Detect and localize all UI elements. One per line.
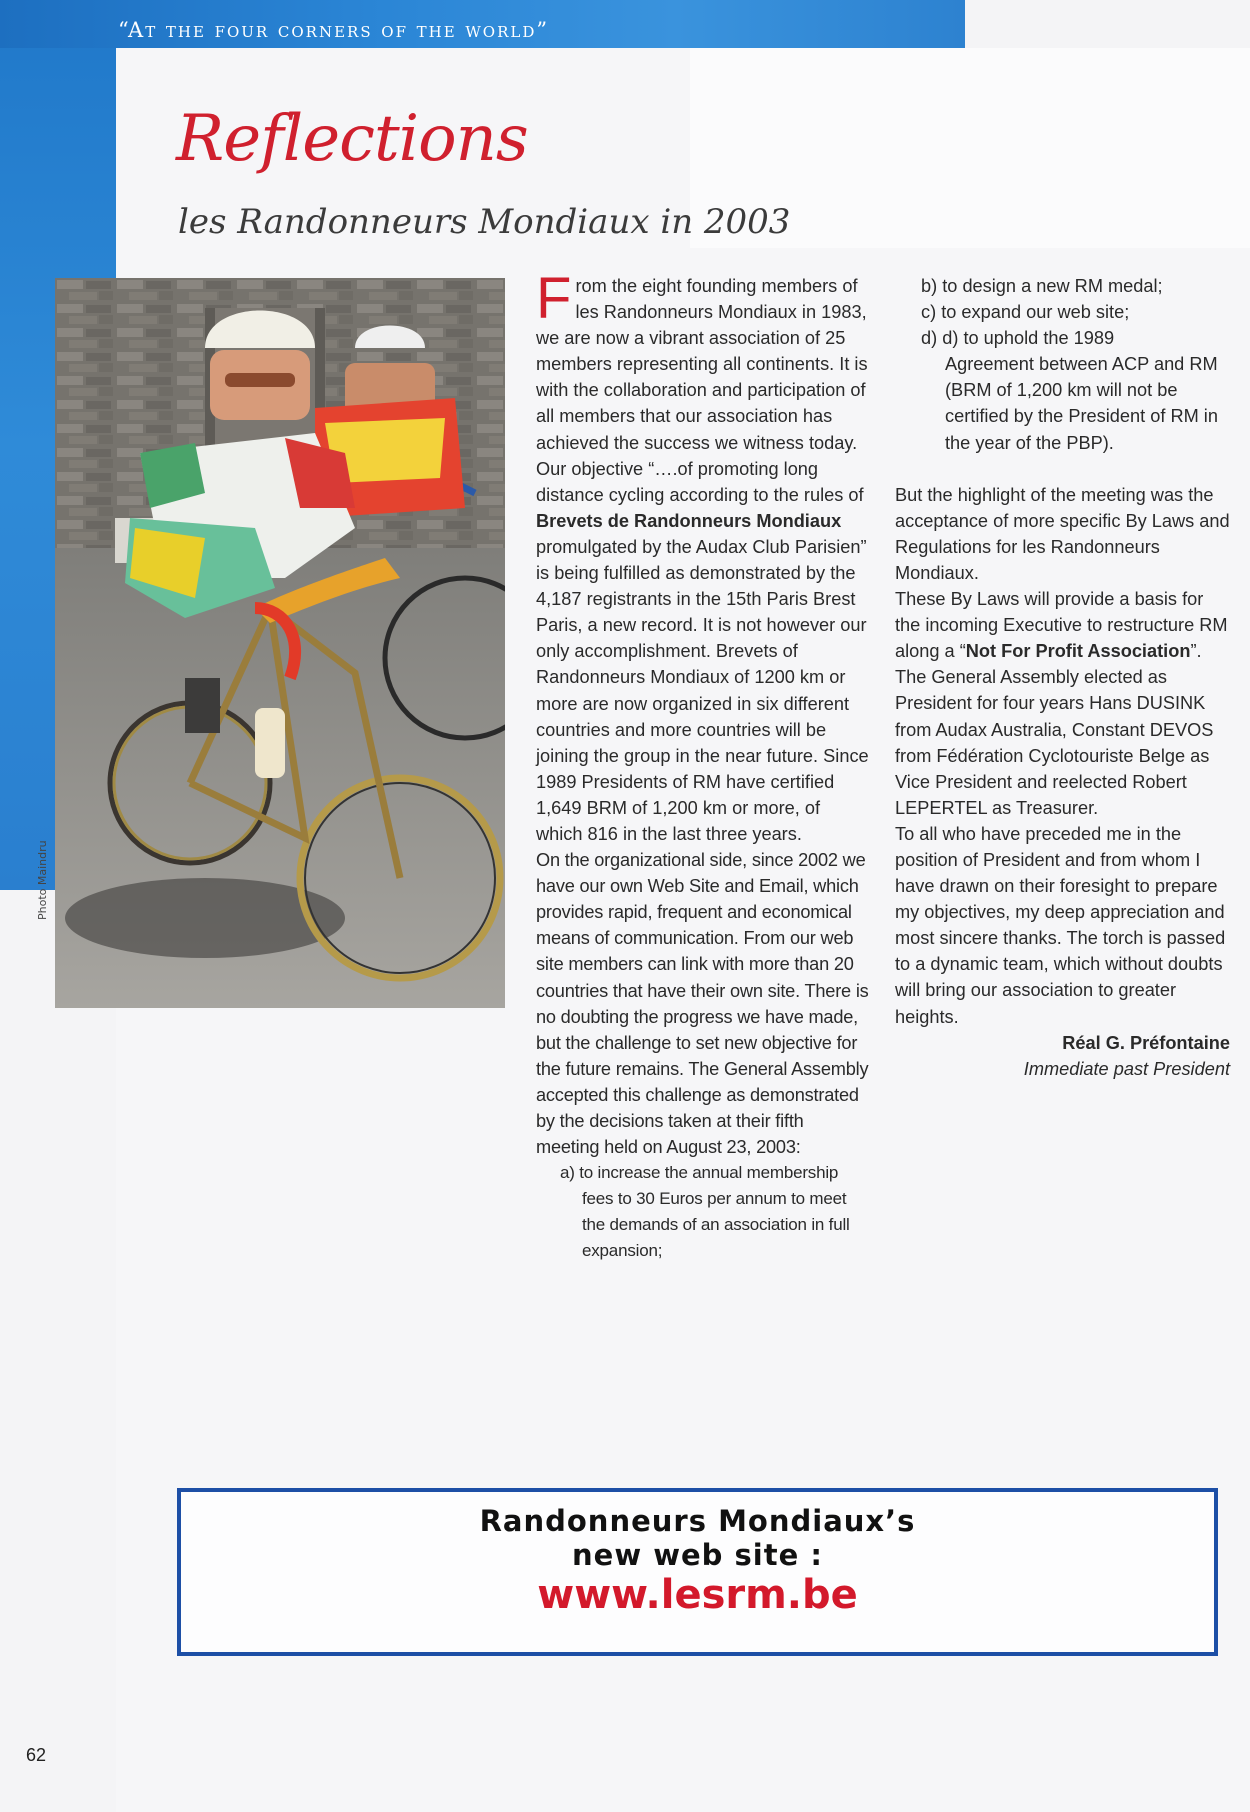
website-announcement-box (177, 1488, 1218, 1656)
signature-name: Réal G. Préfontaine (1062, 1032, 1230, 1053)
website-announcement-line-1: Randonneurs Mondiaux’s (479, 1504, 916, 1538)
signature-role: Immediate past President (1023, 1058, 1230, 1079)
intro-paragraph: From the eight founding members of les Randonneurs Mondiaux in 1983, we are now a vibrant association of 25 members representing all continents. It is with the collaboration and participation of all members that our association has achieved the success we witness today. (536, 266, 868, 453)
election-paragraph: The General Assembly elected as President for four years Hans DUSINK from Audax Australia, Constant DEVOS from Fédération Cyclotouriste Belge as Vice President and reelected Robert LEPERTEL as Treasurer. (895, 667, 1214, 818)
website-announcement-line-2: new web site : (572, 1538, 823, 1572)
article-column-2 (895, 273, 1230, 1082)
website-url-link[interactable]: www.lesrm.be (537, 1572, 858, 1618)
decision-item-c: c) to expand our web site; (921, 302, 1130, 323)
decision-item-a: a) to increase the annual membership fees to 30 Euros per annum to meet the demands of an association in full expansion; (560, 1163, 850, 1261)
thanks-paragraph: To all who have preceded me in the position of President and from whom I have drawn on their foresight to prepare my objectives, my deep appreciation and most sincere thanks. The torch is passed to a dynamic team, which without doubts will bring our association to greater heights. (895, 823, 1226, 1027)
page-number: 62 (26, 1745, 47, 1765)
decision-item-d-detail: Agreement between ACP and RM (BRM of 1,200 km will not be certified by the President of RM in the year of the PBP). (945, 354, 1218, 453)
section-header: “At the four corners of the world” (118, 18, 550, 42)
article-column-1 (536, 266, 871, 1265)
photo-credit: Photo Maindru (36, 840, 49, 920)
bylaws-paragraph: These By Laws will provide a basis for the incoming Executive to restructure RM along a “Not For Profit Association”. (895, 589, 1228, 662)
cyclists-photo (55, 278, 505, 1008)
objective-paragraph: Our objective “….of promoting long distance cycling according to the rules of Brevets de Randonneurs Mondiaux promulgated by the Audax Club Parisien” is being fulfilled as demonstrated by the 4,187 registrants in the 15th Paris Brest Paris, a new record. It is not however our only accomplishment. Brevets of Randonneurs Mondiaux of 1200 km or more are now organized in six different countries and more countries will be joining the group in the near future. Since 1989 Presidents of RM have certified 1,649 BRM of 1,200 km or more, of which 816 in the last three years. (536, 458, 869, 844)
highlight-paragraph: But the highlight of the meeting was the acceptance of more specific By Laws and Regulations for les Randonneurs Mondiaux. (895, 484, 1230, 583)
article-title: Reflections (176, 102, 528, 176)
article-subtitle: les Randonneurs Mondiaux in 2003 (178, 202, 791, 242)
drop-cap: F (536, 266, 572, 331)
organizational-paragraph: On the organizational side, since 2002 we have our own Web Site and Email, which provides rapid, frequent and economical means of communication. From our web site members can link with more than 20 countries that have their own site. There is no doubting the progress we have made, but the challenge to set new objective for the future remains. The General Assembly accepted this challenge as demonstrated by the decisions taken at their fifth meeting held on August 23, 2003: (536, 850, 869, 1158)
decision-item-b: b) to design a new RM medal; (921, 276, 1163, 296)
decision-item-d: d) d) to uphold the 1989 (921, 328, 1115, 349)
